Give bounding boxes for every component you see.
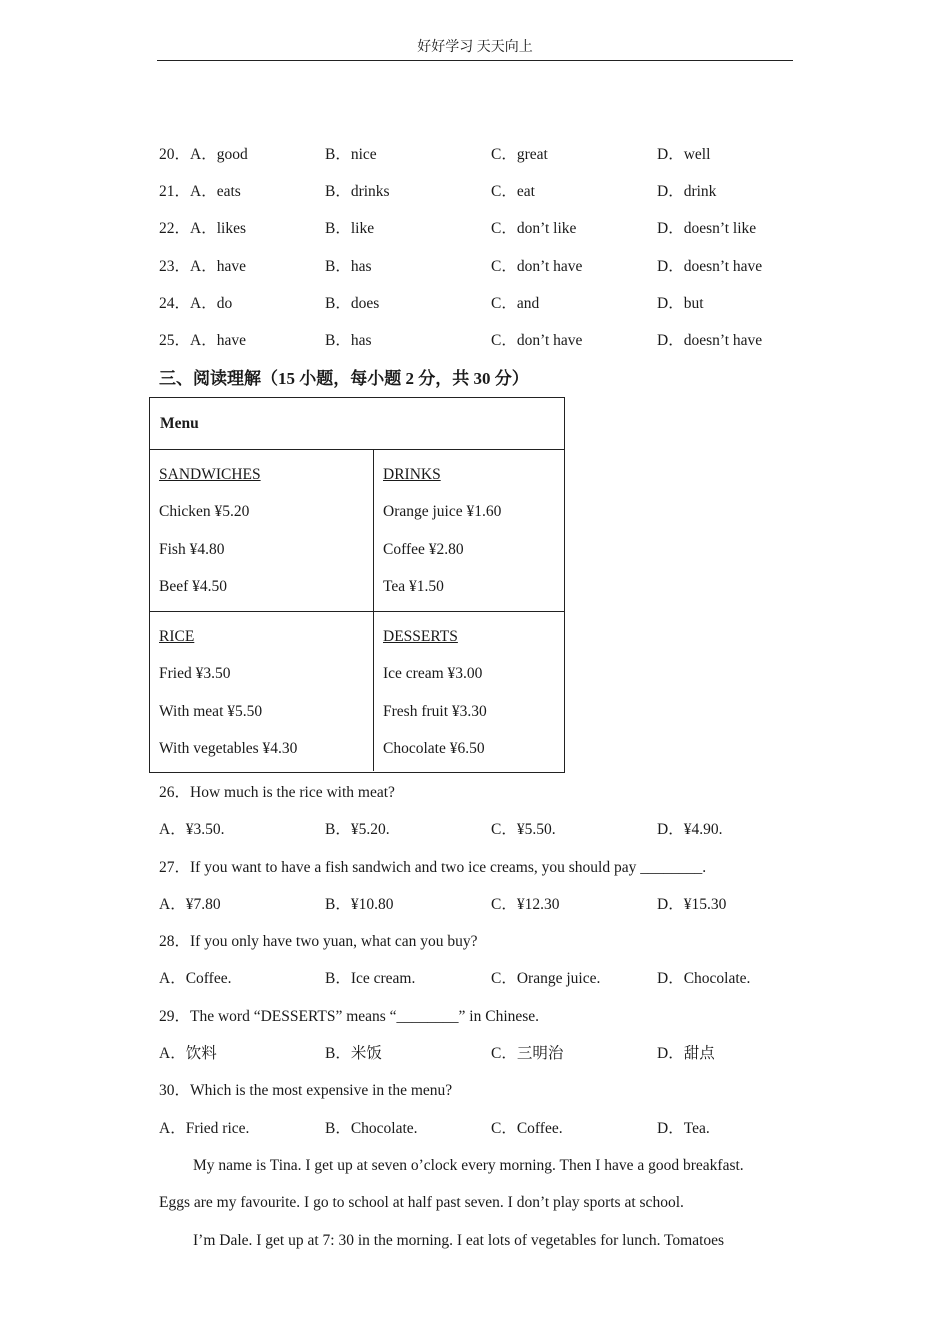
- menu-cell-desserts: [373, 612, 564, 771]
- option-a: A．¥7.80: [159, 896, 221, 913]
- question-27-options: [159, 893, 799, 917]
- question-number: 24．: [159, 295, 191, 312]
- option-b: B．has: [325, 332, 372, 349]
- menu-cell-drinks: [373, 450, 564, 612]
- menu-item: Tea ¥1.50: [383, 578, 444, 595]
- option-a: A．饮料: [159, 1045, 217, 1062]
- section-title: 三、阅读理解（15 小题，每小题 2 分，共 30 分）: [159, 369, 529, 388]
- menu-item: Orange juice ¥1.60: [383, 503, 502, 520]
- option-a: A．do: [190, 295, 233, 312]
- question-text: 26．How much is the rice with meat?: [159, 784, 395, 801]
- passage-line-3: I’m Dale. I get up at 7: 30 in the morning. I eat lots of vegetables for lunch. Tomatoes: [193, 1232, 725, 1249]
- cloze-row-24: [159, 292, 799, 316]
- cloze-row-22: [159, 217, 799, 241]
- option-a: A．eats: [190, 183, 241, 200]
- menu-table: [149, 397, 565, 773]
- header-title: 好好学习 天天向上: [417, 40, 533, 55]
- menu-title: Menu: [160, 415, 199, 432]
- option-d: D．but: [657, 295, 704, 312]
- question-30: [159, 1079, 799, 1103]
- menu-item: Fresh fruit ¥3.30: [383, 703, 487, 720]
- menu-item: Chocolate ¥6.50: [383, 740, 485, 757]
- question-number: 22．: [159, 220, 191, 237]
- category-title: SANDWICHES: [159, 466, 261, 483]
- option-c: C．don’t like: [491, 220, 577, 237]
- option-a: A．have: [190, 332, 246, 349]
- option-c: C．don’t have: [491, 332, 583, 349]
- category-title: DESSERTS: [383, 628, 458, 645]
- option-d: D．甜点: [657, 1045, 715, 1062]
- option-d: D．¥15.30: [657, 896, 727, 913]
- option-c: C．Coffee.: [491, 1120, 563, 1137]
- option-d: D．Tea.: [657, 1120, 710, 1137]
- question-text: 29．The word “DESSERTS” means “________” in Chinese.: [159, 1008, 540, 1025]
- option-b: B．Ice cream.: [325, 970, 416, 987]
- menu-item: Fish ¥4.80: [159, 541, 225, 558]
- option-c: C．¥5.50.: [491, 821, 556, 838]
- option-d: D．¥4.90.: [657, 821, 723, 838]
- category-title: DRINKS: [383, 466, 441, 483]
- cloze-row-23: [159, 255, 799, 279]
- option-a: A．¥3.50.: [159, 821, 225, 838]
- option-a: A．good: [190, 146, 248, 163]
- option-a: A．have: [190, 258, 246, 275]
- option-b: B．¥10.80: [325, 896, 394, 913]
- option-d: D．doesn’t like: [657, 220, 757, 237]
- option-d: D．Chocolate.: [657, 970, 751, 987]
- question-number: 20．: [159, 146, 191, 163]
- option-b: B．Chocolate.: [325, 1120, 418, 1137]
- menu-cell-sandwiches: [150, 450, 373, 612]
- option-b: B．does: [325, 295, 380, 312]
- menu-item: Coffee ¥2.80: [383, 541, 464, 558]
- option-b: B．drinks: [325, 183, 390, 200]
- option-b: B．¥5.20.: [325, 821, 390, 838]
- option-c: C．don’t have: [491, 258, 583, 275]
- option-a: A．likes: [190, 220, 246, 237]
- option-d: D．doesn’t have: [657, 258, 763, 275]
- question-29-options: [159, 1042, 799, 1066]
- question-number: 23．: [159, 258, 191, 275]
- passage-line-2: Eggs are my favourite. I go to school at half past seven. I don’t play sports at school.: [159, 1194, 684, 1211]
- menu-item: Fried ¥3.50: [159, 665, 231, 682]
- menu-cell-rice: [150, 612, 373, 771]
- menu-item: With meat ¥5.50: [159, 703, 263, 720]
- option-c: C．eat: [491, 183, 535, 200]
- category-title: RICE: [159, 628, 195, 645]
- question-26-options: [159, 818, 799, 842]
- question-30-options: [159, 1117, 799, 1141]
- option-a: A．Fried rice.: [159, 1120, 250, 1137]
- option-b: B．has: [325, 258, 372, 275]
- cloze-row-25: [159, 329, 799, 353]
- option-c: C．¥12.30: [491, 896, 560, 913]
- option-c: C．great: [491, 146, 548, 163]
- question-text: 28．If you only have two yuan, what can you buy?: [159, 933, 478, 950]
- question-number: 21．: [159, 183, 191, 200]
- option-b: B．nice: [325, 146, 377, 163]
- option-a: A．Coffee.: [159, 970, 232, 987]
- option-b: B．like: [325, 220, 375, 237]
- question-29: [159, 1005, 799, 1029]
- menu-item: Ice cream ¥3.00: [383, 665, 483, 682]
- question-26: [159, 781, 799, 805]
- question-text: 27．If you want to have a fish sandwich and two ice creams, you should pay ________.: [159, 859, 707, 876]
- option-d: D．well: [657, 146, 711, 163]
- question-28: [159, 930, 799, 954]
- question-number: 25．: [159, 332, 191, 349]
- question-27: [159, 856, 799, 880]
- menu-item: With vegetables ¥4.30: [159, 740, 298, 757]
- menu-item: Chicken ¥5.20: [159, 503, 250, 520]
- question-text: 30．Which is the most expensive in the menu?: [159, 1082, 453, 1099]
- cloze-row-20: [159, 143, 799, 167]
- option-d: D．doesn’t have: [657, 332, 763, 349]
- option-d: D．drink: [657, 183, 717, 200]
- option-c: C．Orange juice.: [491, 970, 601, 987]
- cloze-row-21: [159, 180, 799, 204]
- menu-header: [150, 398, 564, 450]
- question-28-options: [159, 967, 799, 991]
- option-c: C．三明治: [491, 1045, 564, 1062]
- passage-line-1: My name is Tina. I get up at seven o’clock every morning. Then I have a good breakfast.: [193, 1157, 744, 1174]
- option-b: B．米饭: [325, 1045, 382, 1062]
- option-c: C．and: [491, 295, 540, 312]
- menu-item: Beef ¥4.50: [159, 578, 228, 595]
- page-header: [157, 38, 793, 61]
